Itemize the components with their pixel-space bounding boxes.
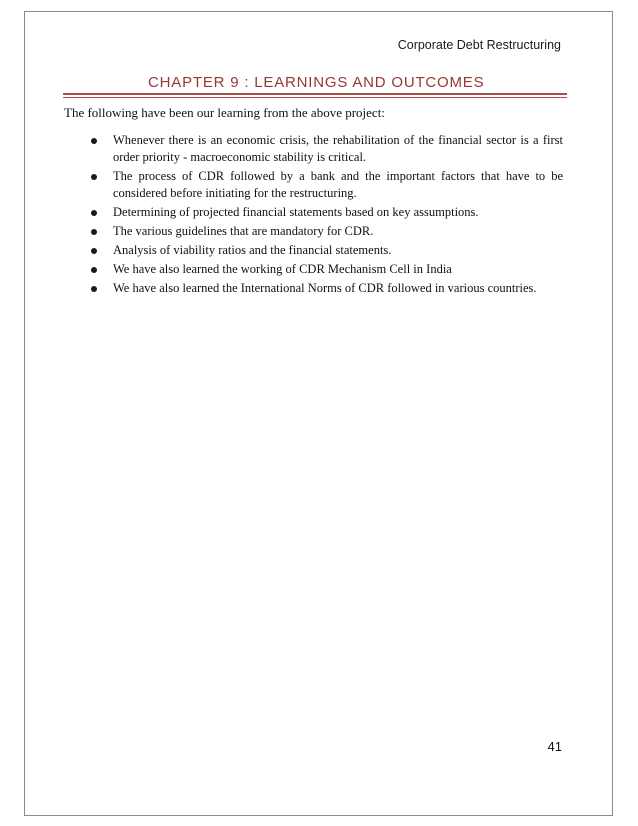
running-header: Corporate Debt Restructuring xyxy=(397,38,561,52)
list-item-text: Whenever there is an economic crisis, the rehabilitation of the financial sector is a first order priority - macroeconomic stability is critical. xyxy=(113,133,563,164)
list-item-text: The various guidelines that are mandatory for CDR. xyxy=(113,224,374,238)
list-item xyxy=(88,132,563,166)
chapter-title: CHAPTER 9 : LEARNINGS AND OUTCOMES xyxy=(148,74,485,91)
list-item xyxy=(88,280,563,297)
page-number: 41 xyxy=(547,739,562,754)
list-item-text: Analysis of viability ratios and the financial statements. xyxy=(113,243,392,257)
intro-paragraph: The following have been our learning from the above project: xyxy=(64,105,385,120)
list-item-text: We have also learned the working of CDR Mechanism Cell in India xyxy=(113,262,452,276)
list-item-text: Determining of projected financial statements based on key assumptions. xyxy=(113,205,479,219)
bullet-icon xyxy=(91,210,97,216)
list-item xyxy=(88,168,563,202)
list-item-text: The process of CDR followed by a bank and the important factors that have to be considered before initiating for the restructuring. xyxy=(113,169,563,200)
learnings-list xyxy=(88,132,563,299)
bullet-icon xyxy=(91,248,97,254)
list-item xyxy=(88,223,563,240)
list-item-text: We have also learned the International Norms of CDR followed in various countries. xyxy=(113,281,537,295)
bullet-icon xyxy=(91,138,97,144)
bullet-icon xyxy=(91,286,97,292)
list-item xyxy=(88,204,563,221)
bullet-icon xyxy=(91,229,97,235)
title-rule-thin xyxy=(63,97,567,98)
bullet-icon xyxy=(91,174,97,180)
list-item xyxy=(88,242,563,259)
title-rule-thick xyxy=(63,93,567,95)
list-item xyxy=(88,261,563,278)
bullet-icon xyxy=(91,267,97,273)
